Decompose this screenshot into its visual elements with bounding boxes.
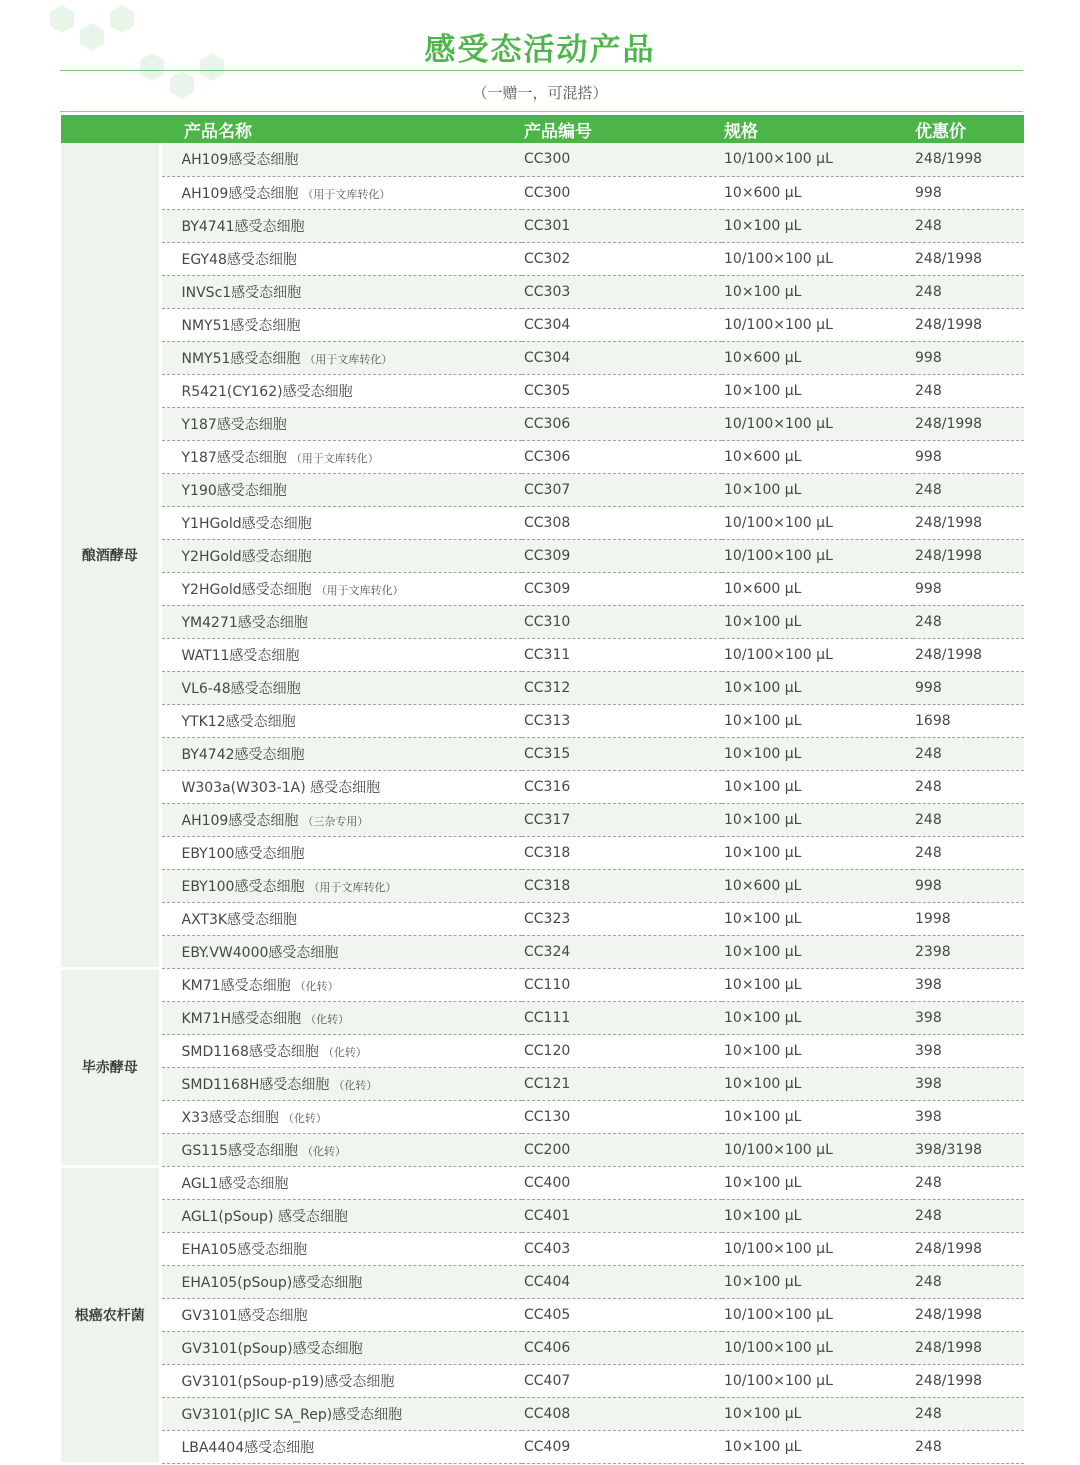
- table-row: [61, 407, 1024, 440]
- product-spec: 10/100×100 μL: [722, 1232, 913, 1265]
- product-name-cell: [160, 473, 522, 506]
- product-code: CC200: [522, 1133, 722, 1166]
- product-price: 1698: [913, 704, 1024, 737]
- product-code: CC318: [522, 836, 722, 869]
- product-name: AH109感受态细胞: [181, 812, 299, 829]
- product-name-cell: [160, 1331, 522, 1364]
- product-name-cell: [160, 176, 522, 209]
- product-note: （化转）: [322, 1045, 367, 1059]
- product-code: CC301: [522, 209, 722, 242]
- table-row: [61, 1001, 1024, 1034]
- product-code: CC407: [522, 1364, 722, 1397]
- product-name: W303a(W303-1A) 感受态细胞: [181, 779, 381, 796]
- product-price: 248: [913, 770, 1024, 803]
- product-spec: 10×100 μL: [722, 671, 913, 704]
- product-name: GS115感受态细胞: [181, 1142, 298, 1159]
- table-row: [61, 572, 1024, 605]
- category-label: 酿酒酵母: [61, 143, 160, 968]
- header-product-name: 产品名称: [184, 121, 252, 142]
- table-row: [61, 935, 1024, 968]
- product-spec: 10/100×100 μL: [722, 638, 913, 671]
- product-price: 248/1998: [913, 506, 1024, 539]
- product-code: CC408: [522, 1397, 722, 1430]
- table-row: [61, 1100, 1024, 1133]
- product-name-cell: [160, 1067, 522, 1100]
- product-spec: 10×100 μL: [722, 935, 913, 968]
- product-price: 998: [913, 671, 1024, 704]
- product-price: 248: [913, 737, 1024, 770]
- product-spec: 10×100 μL: [722, 1397, 913, 1430]
- product-note: （化转）: [333, 1078, 378, 1092]
- product-name: EHA105感受态细胞: [181, 1241, 308, 1258]
- table-row: [61, 836, 1024, 869]
- product-name: EBY100感受态细胞: [181, 878, 305, 895]
- product-spec: 10×100 μL: [722, 605, 913, 638]
- header-category-blank: [61, 115, 160, 143]
- product-code: CC304: [522, 308, 722, 341]
- product-code: CC323: [522, 902, 722, 935]
- product-name: AGL1感受态细胞: [181, 1175, 289, 1192]
- product-price: 248: [913, 275, 1024, 308]
- product-price: 2398: [913, 935, 1024, 968]
- product-code: CC403: [522, 1232, 722, 1265]
- product-name-cell: [160, 1232, 522, 1265]
- product-spec: 10×600 μL: [722, 440, 913, 473]
- product-name: AH109感受态细胞: [181, 152, 299, 169]
- table-row: [61, 1364, 1024, 1397]
- product-note: （用于文库转化）: [308, 880, 397, 894]
- product-code: CC306: [522, 440, 722, 473]
- product-name-cell: [160, 341, 522, 374]
- product-spec: 10/100×100 μL: [722, 143, 913, 176]
- product-name-cell: [160, 770, 522, 803]
- header-product-code: 产品编号: [524, 121, 592, 142]
- product-spec: 10/100×100 μL: [722, 506, 913, 539]
- product-code: CC111: [522, 1001, 722, 1034]
- table-row: [61, 506, 1024, 539]
- product-name: EBY.VW4000感受态细胞: [181, 944, 339, 961]
- product-name-cell: [160, 539, 522, 572]
- product-name: KM71H感受态细胞: [181, 1010, 302, 1027]
- product-spec: 10×100 μL: [722, 902, 913, 935]
- product-code: CC311: [522, 638, 722, 671]
- product-spec: 10×600 μL: [722, 341, 913, 374]
- product-code: CC309: [522, 539, 722, 572]
- product-name-cell: [160, 1199, 522, 1232]
- product-code: CC404: [522, 1265, 722, 1298]
- category-label: 根癌农杆菌: [61, 1166, 160, 1463]
- product-note: （用于文库转化）: [315, 583, 404, 597]
- product-name: LBA4404感受态细胞: [181, 1439, 315, 1456]
- product-price: 248: [913, 473, 1024, 506]
- product-price: 248: [913, 1199, 1024, 1232]
- table-row: [61, 902, 1024, 935]
- product-spec: 10×100 μL: [722, 209, 913, 242]
- page-subtitle: （一赠一，可混搭）: [472, 84, 608, 102]
- product-price: 248: [913, 209, 1024, 242]
- product-code: CC308: [522, 506, 722, 539]
- product-name-cell: [160, 440, 522, 473]
- table-row: [61, 176, 1024, 209]
- product-price: 248/1998: [913, 407, 1024, 440]
- table-row: [61, 1133, 1024, 1166]
- header-price: 优惠价: [915, 121, 966, 142]
- product-name-cell: [160, 968, 522, 1001]
- product-name: EGY48感受态细胞: [181, 251, 297, 268]
- table-row: [61, 1232, 1024, 1265]
- product-spec: 10×100 μL: [722, 803, 913, 836]
- product-name: EBY100感受态细胞: [181, 845, 305, 862]
- product-code: CC130: [522, 1100, 722, 1133]
- product-code: CC312: [522, 671, 722, 704]
- product-name-cell: [160, 308, 522, 341]
- table-row: [61, 242, 1024, 275]
- product-name-cell: [160, 1100, 522, 1133]
- product-name-cell: [160, 902, 522, 935]
- header-spec: 规格: [724, 121, 758, 142]
- product-price: 248: [913, 1166, 1024, 1199]
- product-name: GV3101(pSoup-p19)感受态细胞: [181, 1373, 395, 1390]
- product-price: 248: [913, 803, 1024, 836]
- product-price: 398: [913, 1001, 1024, 1034]
- product-spec: 10/100×100 μL: [722, 1331, 913, 1364]
- table-row: [61, 1265, 1024, 1298]
- product-spec: 10/100×100 μL: [722, 539, 913, 572]
- product-name-cell: [160, 935, 522, 968]
- table-row: [61, 143, 1024, 176]
- product-code: CC305: [522, 374, 722, 407]
- product-price: 248/1998: [913, 1298, 1024, 1331]
- product-code: CC110: [522, 968, 722, 1001]
- product-spec: 10×100 μL: [722, 275, 913, 308]
- product-spec: 10×100 μL: [722, 1199, 913, 1232]
- product-price: 998: [913, 176, 1024, 209]
- product-code: CC300: [522, 143, 722, 176]
- page-title: 感受态活动产品: [424, 32, 656, 68]
- product-name-cell: [160, 1430, 522, 1463]
- table-row: [61, 1199, 1024, 1232]
- table-row: [61, 374, 1024, 407]
- product-name: Y2HGold感受态细胞: [181, 581, 312, 598]
- table-row: [61, 275, 1024, 308]
- product-price: 248/1998: [913, 308, 1024, 341]
- product-code: CC316: [522, 770, 722, 803]
- product-code: CC302: [522, 242, 722, 275]
- product-name: NMY51感受态细胞: [181, 317, 301, 334]
- product-spec: 10×100 μL: [722, 704, 913, 737]
- product-name: AXT3K感受态细胞: [181, 911, 298, 928]
- product-code: CC315: [522, 737, 722, 770]
- category-label: 毕赤酵母: [61, 968, 160, 1166]
- product-price: 1998: [913, 902, 1024, 935]
- product-price: 398: [913, 1034, 1024, 1067]
- table-row: [61, 605, 1024, 638]
- product-name-cell: [160, 605, 522, 638]
- product-price: 248: [913, 374, 1024, 407]
- product-spec: 10×100 μL: [722, 1265, 913, 1298]
- product-spec: 10×100 μL: [722, 1034, 913, 1067]
- product-name: SMD1168感受态细胞: [181, 1043, 319, 1060]
- product-note: （用于文库转化）: [290, 451, 379, 465]
- product-name-cell: [160, 1166, 522, 1199]
- product-name: Y2HGold感受态细胞: [181, 548, 312, 565]
- table-row: [61, 869, 1024, 902]
- product-price: 248/1998: [913, 1364, 1024, 1397]
- product-spec: 10/100×100 μL: [722, 1133, 913, 1166]
- product-name-cell: [160, 506, 522, 539]
- product-name-cell: [160, 1001, 522, 1034]
- table-row: [61, 638, 1024, 671]
- product-code: CC401: [522, 1199, 722, 1232]
- product-name: Y1HGold感受态细胞: [181, 515, 312, 532]
- table-row: [61, 1034, 1024, 1067]
- product-spec: 10/100×100 μL: [722, 1364, 913, 1397]
- product-price: 248: [913, 836, 1024, 869]
- product-spec: 10×600 μL: [722, 869, 913, 902]
- table-row: [61, 308, 1024, 341]
- product-name: Y187感受态细胞: [181, 449, 287, 466]
- product-spec: 10×100 μL: [722, 473, 913, 506]
- subtitle-divider: [60, 111, 1023, 112]
- product-name-cell: [160, 638, 522, 671]
- product-code: CC121: [522, 1067, 722, 1100]
- table-row: [61, 1430, 1024, 1463]
- product-name-cell: [160, 1364, 522, 1397]
- product-code: CC317: [522, 803, 722, 836]
- product-name-cell: [160, 143, 522, 176]
- product-code: CC309: [522, 572, 722, 605]
- product-spec: 10×100 μL: [722, 374, 913, 407]
- table-row: [61, 209, 1024, 242]
- product-name: GV3101感受态细胞: [181, 1307, 308, 1324]
- product-name-cell: [160, 1397, 522, 1430]
- product-code: CC120: [522, 1034, 722, 1067]
- product-code: CC300: [522, 176, 722, 209]
- product-spec: 10×600 μL: [722, 176, 913, 209]
- product-name: R5421(CY162)感受态细胞: [181, 383, 353, 400]
- product-code: CC306: [522, 407, 722, 440]
- product-price: 248/1998: [913, 242, 1024, 275]
- product-name-cell: [160, 374, 522, 407]
- title-divider: [60, 70, 1023, 71]
- product-price: 248/1998: [913, 638, 1024, 671]
- product-spec: 10×600 μL: [722, 572, 913, 605]
- product-code: CC406: [522, 1331, 722, 1364]
- product-spec: 10×100 μL: [722, 1067, 913, 1100]
- product-name: GV3101(pJIC SA_Rep)感受态细胞: [181, 1406, 403, 1423]
- product-name: KM71感受态细胞: [181, 977, 291, 994]
- product-code: CC324: [522, 935, 722, 968]
- product-spec: 10×100 μL: [722, 770, 913, 803]
- product-name-cell: [160, 242, 522, 275]
- product-price: 398: [913, 1067, 1024, 1100]
- product-spec: 10×100 μL: [722, 737, 913, 770]
- product-name: EHA105(pSoup)感受态细胞: [181, 1274, 363, 1291]
- product-spec: 10×100 μL: [722, 836, 913, 869]
- product-code: CC318: [522, 869, 722, 902]
- product-name-cell: [160, 209, 522, 242]
- product-name: YTK12感受态细胞: [181, 713, 296, 730]
- product-name-cell: [160, 1034, 522, 1067]
- product-name-cell: [160, 869, 522, 902]
- product-code: CC304: [522, 341, 722, 374]
- product-name: SMD1168H感受态细胞: [181, 1076, 330, 1093]
- product-price: 248/1998: [913, 143, 1024, 176]
- product-name-cell: [160, 1265, 522, 1298]
- table-body: [61, 143, 1024, 1463]
- product-spec: 10/100×100 μL: [722, 407, 913, 440]
- product-note: （化转）: [294, 979, 339, 993]
- product-name: INVSc1感受态细胞: [181, 284, 302, 301]
- product-name: NMY51感受态细胞: [181, 350, 301, 367]
- table-row: [61, 473, 1024, 506]
- product-spec: 10×100 μL: [722, 1430, 913, 1463]
- product-price: 248/1998: [913, 1232, 1024, 1265]
- table-row: [61, 1397, 1024, 1430]
- product-spec: 10×100 μL: [722, 1166, 913, 1199]
- product-price: 398/3198: [913, 1133, 1024, 1166]
- product-name: Y187感受态细胞: [181, 416, 287, 433]
- product-spec: 10×100 μL: [722, 1001, 913, 1034]
- product-name: BY4742感受态细胞: [181, 746, 305, 763]
- product-name-cell: [160, 1298, 522, 1331]
- product-price: 248: [913, 1397, 1024, 1430]
- product-price: 998: [913, 341, 1024, 374]
- product-name: YM4271感受态细胞: [181, 614, 308, 631]
- product-name-cell: [160, 671, 522, 704]
- table-row: [61, 440, 1024, 473]
- product-note: （化转）: [282, 1111, 327, 1125]
- table-row: [61, 1166, 1024, 1199]
- product-code: CC307: [522, 473, 722, 506]
- product-name: AH109感受态细胞: [181, 185, 299, 202]
- product-note: （化转）: [305, 1012, 350, 1026]
- product-name-cell: [160, 1133, 522, 1166]
- table-row: [61, 1298, 1024, 1331]
- product-spec: 10×100 μL: [722, 968, 913, 1001]
- product-spec: 10/100×100 μL: [722, 308, 913, 341]
- product-name-cell: [160, 704, 522, 737]
- product-price: 998: [913, 869, 1024, 902]
- product-table: [61, 115, 1024, 1465]
- product-name-cell: [160, 803, 522, 836]
- product-price: 248: [913, 1265, 1024, 1298]
- table-row: [61, 1067, 1024, 1100]
- product-price: 398: [913, 968, 1024, 1001]
- table-header-row: [61, 115, 1024, 143]
- product-name: GV3101(pSoup)感受态细胞: [181, 1340, 363, 1357]
- product-name: AGL1(pSoup) 感受态细胞: [181, 1208, 348, 1225]
- table-row: [61, 341, 1024, 374]
- product-code: CC400: [522, 1166, 722, 1199]
- product-code: CC310: [522, 605, 722, 638]
- product-name: BY4741感受态细胞: [181, 218, 305, 235]
- product-note: （用于文库转化）: [304, 352, 393, 366]
- product-price: 398: [913, 1100, 1024, 1133]
- product-price: 248/1998: [913, 1331, 1024, 1364]
- product-price: 248: [913, 605, 1024, 638]
- product-name: VL6-48感受态细胞: [181, 680, 301, 697]
- table-row: [61, 968, 1024, 1001]
- table-row: [61, 770, 1024, 803]
- product-name-cell: [160, 275, 522, 308]
- product-code: CC405: [522, 1298, 722, 1331]
- product-spec: 10/100×100 μL: [722, 1298, 913, 1331]
- table-row: [61, 803, 1024, 836]
- product-name-cell: [160, 737, 522, 770]
- product-name: X33感受态细胞: [181, 1109, 279, 1126]
- table-row: [61, 671, 1024, 704]
- product-code: CC313: [522, 704, 722, 737]
- table-row: [61, 737, 1024, 770]
- product-price: 248/1998: [913, 539, 1024, 572]
- product-name: WAT11感受态细胞: [181, 647, 300, 664]
- product-spec: 10×100 μL: [722, 1100, 913, 1133]
- product-code: CC409: [522, 1430, 722, 1463]
- product-name-cell: [160, 572, 522, 605]
- product-code: CC303: [522, 275, 722, 308]
- product-note: （三杂专用）: [302, 814, 369, 828]
- product-note: （用于文库转化）: [302, 187, 391, 201]
- table-row: [61, 539, 1024, 572]
- table-row: [61, 704, 1024, 737]
- table-row: [61, 1331, 1024, 1364]
- product-name-cell: [160, 836, 522, 869]
- product-price: 248: [913, 1430, 1024, 1463]
- product-name: Y190感受态细胞: [181, 482, 287, 499]
- product-note: （化转）: [301, 1144, 346, 1158]
- product-name-cell: [160, 407, 522, 440]
- product-price: 998: [913, 572, 1024, 605]
- product-price: 998: [913, 440, 1024, 473]
- product-spec: 10/100×100 μL: [722, 242, 913, 275]
